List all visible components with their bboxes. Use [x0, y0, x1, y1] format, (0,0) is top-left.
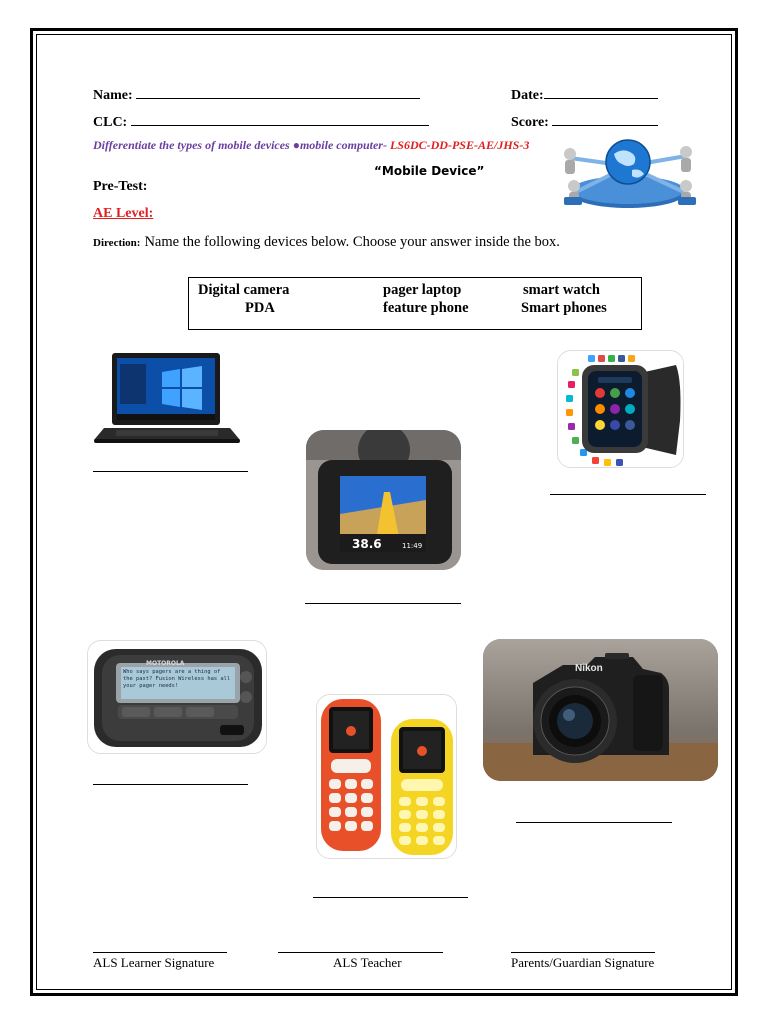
date-label: Date: [511, 88, 544, 103]
pager-image [87, 640, 267, 754]
learner-signature-line [93, 952, 227, 953]
direction [93, 233, 560, 251]
choice-smart-phones: Smart phones [521, 300, 607, 316]
pager-message: Who says pagers are a thing of the past? Fusion Wireless has all your pager needs! [123, 669, 231, 689]
name-blank [136, 87, 420, 99]
clc-field [93, 114, 429, 131]
direction-text: Name the following devices below. Choose your answer inside the box. [144, 234, 560, 250]
digital-camera-image [483, 639, 718, 781]
gps-navigator-image [306, 430, 461, 570]
answer-line-5 [313, 897, 468, 898]
name-label: Name: [93, 88, 133, 103]
pretest-label: Pre-Test: [93, 179, 148, 194]
smart-watch-icon [558, 351, 684, 468]
ae-level-label: AE Level: [93, 206, 154, 221]
page-title: “Mobile Device” [374, 164, 485, 178]
gps-navigator-icon [306, 430, 461, 570]
choice-pager-laptop: pager laptop [383, 282, 462, 298]
choice-pda: PDA [245, 300, 275, 316]
date-field [511, 87, 658, 104]
learner-signature-label: ALS Learner Signature [93, 955, 215, 970]
choice-smart-watch: smart watch [523, 282, 600, 298]
network-globe-icon [552, 134, 704, 212]
answer-line-3 [550, 494, 706, 495]
smart-watch-image [557, 350, 684, 468]
choice-feature-phone: feature phone [383, 300, 469, 316]
pager-icon [88, 641, 267, 754]
answer-line-1 [93, 471, 248, 472]
feature-phone-icon [317, 695, 457, 859]
answer-line-4 [93, 784, 248, 785]
score-field [511, 114, 658, 131]
answer-line-6 [516, 822, 672, 823]
score-blank [552, 114, 658, 126]
pager-brand: MOTOROLA [146, 660, 185, 667]
network-logo [552, 134, 704, 212]
answer-line-2 [305, 603, 461, 604]
competency-code: LS6DC-DD-PSE-AE/JHS-3 [389, 138, 530, 152]
teacher-signature-line [278, 952, 443, 953]
camera-brand: Nikon [575, 663, 603, 674]
score-label: Score: [511, 115, 549, 130]
parent-signature-line [511, 952, 655, 953]
choice-digital-camera: Digital camera [198, 282, 290, 298]
competency-line [93, 138, 529, 153]
date-blank [544, 87, 658, 99]
laptop-image [92, 350, 242, 444]
digital-camera-icon [483, 639, 718, 781]
laptop-icon [92, 350, 242, 444]
teacher-signature-label: ALS Teacher [333, 955, 402, 970]
parent-signature-label: Parents/Guardian Signature [511, 955, 655, 970]
name-field [93, 87, 420, 104]
competency-text: Differentiate the types of mobile devices ●mobile computer- [93, 138, 387, 152]
gps-time: 11:49 [402, 542, 423, 550]
clc-blank [131, 114, 429, 126]
clc-label: CLC: [93, 115, 128, 130]
feature-phone-image [316, 694, 457, 859]
direction-label: Direction: [93, 237, 141, 249]
gps-speed: 38.6 [352, 537, 382, 551]
